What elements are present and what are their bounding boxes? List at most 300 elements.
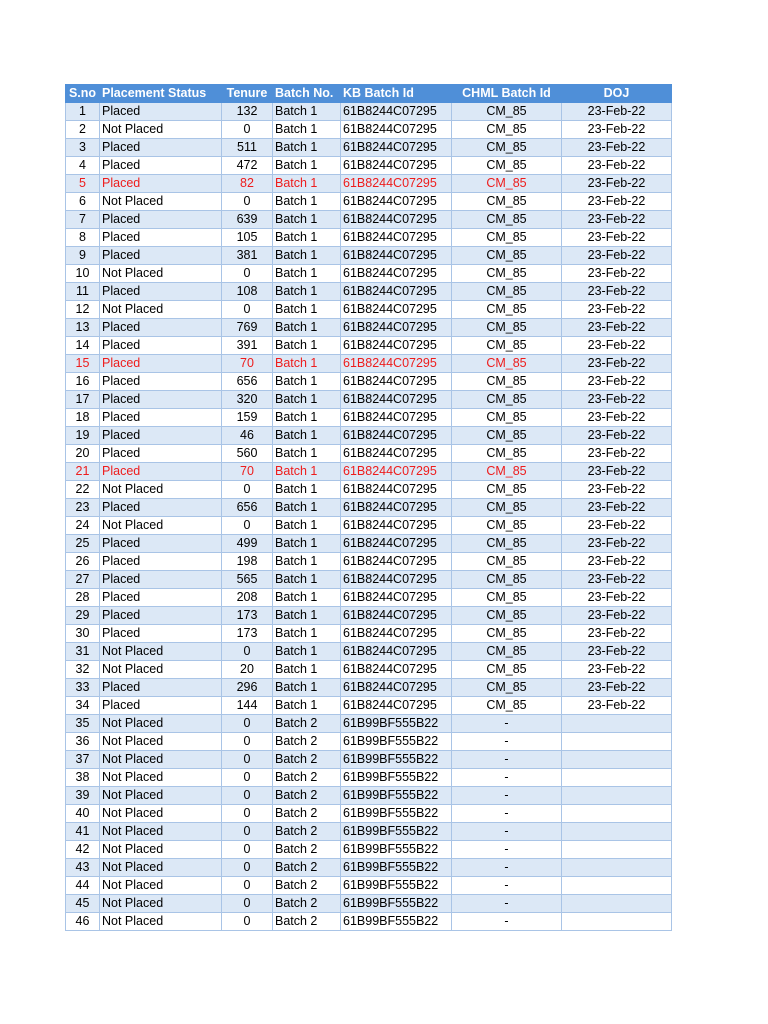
cell-kb-batch-id[interactable]: 61B8244C07295 — [341, 499, 452, 517]
cell-tenure[interactable]: 511 — [222, 139, 273, 157]
cell-chml-batch-id[interactable]: CM_85 — [452, 517, 562, 535]
cell-doj[interactable]: 23-Feb-22 — [562, 481, 672, 499]
cell-sno[interactable]: 20 — [66, 445, 100, 463]
cell-placement-status[interactable]: Placed — [100, 229, 222, 247]
cell-batch-no[interactable]: Batch 2 — [273, 769, 341, 787]
cell-kb-batch-id[interactable]: 61B8244C07295 — [341, 697, 452, 715]
cell-chml-batch-id[interactable]: CM_85 — [452, 283, 562, 301]
cell-placement-status[interactable]: Not Placed — [100, 643, 222, 661]
cell-tenure[interactable]: 0 — [222, 121, 273, 139]
cell-chml-batch-id[interactable]: CM_85 — [452, 661, 562, 679]
cell-tenure[interactable]: 0 — [222, 787, 273, 805]
cell-sno[interactable]: 39 — [66, 787, 100, 805]
cell-sno[interactable]: 17 — [66, 391, 100, 409]
cell-chml-batch-id[interactable]: - — [452, 769, 562, 787]
cell-tenure[interactable]: 0 — [222, 481, 273, 499]
cell-batch-no[interactable]: Batch 1 — [273, 229, 341, 247]
cell-placement-status[interactable]: Not Placed — [100, 769, 222, 787]
cell-chml-batch-id[interactable]: - — [452, 823, 562, 841]
cell-placement-status[interactable]: Not Placed — [100, 895, 222, 913]
cell-batch-no[interactable]: Batch 2 — [273, 841, 341, 859]
cell-placement-status[interactable]: Not Placed — [100, 481, 222, 499]
cell-batch-no[interactable]: Batch 2 — [273, 913, 341, 931]
cell-sno[interactable]: 28 — [66, 589, 100, 607]
cell-sno[interactable]: 21 — [66, 463, 100, 481]
cell-sno[interactable]: 26 — [66, 553, 100, 571]
cell-placement-status[interactable]: Not Placed — [100, 193, 222, 211]
cell-chml-batch-id[interactable]: CM_85 — [452, 535, 562, 553]
cell-chml-batch-id[interactable]: CM_85 — [452, 445, 562, 463]
cell-placement-status[interactable]: Placed — [100, 355, 222, 373]
cell-batch-no[interactable]: Batch 1 — [273, 175, 341, 193]
cell-batch-no[interactable]: Batch 1 — [273, 301, 341, 319]
cell-placement-status[interactable]: Placed — [100, 625, 222, 643]
cell-placement-status[interactable]: Placed — [100, 391, 222, 409]
cell-batch-no[interactable]: Batch 1 — [273, 463, 341, 481]
cell-doj[interactable]: 23-Feb-22 — [562, 211, 672, 229]
cell-sno[interactable]: 25 — [66, 535, 100, 553]
cell-doj[interactable]: 23-Feb-22 — [562, 319, 672, 337]
cell-batch-no[interactable]: Batch 1 — [273, 193, 341, 211]
cell-tenure[interactable]: 0 — [222, 823, 273, 841]
cell-doj[interactable]: 23-Feb-22 — [562, 517, 672, 535]
cell-doj[interactable]: 23-Feb-22 — [562, 355, 672, 373]
cell-tenure[interactable]: 0 — [222, 193, 273, 211]
cell-sno[interactable]: 14 — [66, 337, 100, 355]
cell-doj[interactable] — [562, 877, 672, 895]
cell-kb-batch-id[interactable]: 61B99BF555B22 — [341, 823, 452, 841]
cell-kb-batch-id[interactable]: 61B99BF555B22 — [341, 913, 452, 931]
cell-tenure[interactable]: 144 — [222, 697, 273, 715]
cell-sno[interactable]: 2 — [66, 121, 100, 139]
cell-chml-batch-id[interactable]: - — [452, 841, 562, 859]
cell-kb-batch-id[interactable]: 61B8244C07295 — [341, 571, 452, 589]
cell-kb-batch-id[interactable]: 61B8244C07295 — [341, 409, 452, 427]
cell-placement-status[interactable]: Not Placed — [100, 877, 222, 895]
cell-placement-status[interactable]: Not Placed — [100, 301, 222, 319]
cell-kb-batch-id[interactable]: 61B99BF555B22 — [341, 877, 452, 895]
cell-placement-status[interactable]: Placed — [100, 679, 222, 697]
cell-batch-no[interactable]: Batch 2 — [273, 787, 341, 805]
cell-placement-status[interactable]: Placed — [100, 589, 222, 607]
cell-tenure[interactable]: 0 — [222, 751, 273, 769]
cell-sno[interactable]: 18 — [66, 409, 100, 427]
cell-chml-batch-id[interactable]: - — [452, 913, 562, 931]
cell-placement-status[interactable]: Not Placed — [100, 823, 222, 841]
cell-placement-status[interactable]: Placed — [100, 247, 222, 265]
cell-placement-status[interactable]: Not Placed — [100, 841, 222, 859]
cell-kb-batch-id[interactable]: 61B8244C07295 — [341, 679, 452, 697]
cell-kb-batch-id[interactable]: 61B8244C07295 — [341, 661, 452, 679]
cell-placement-status[interactable]: Not Placed — [100, 661, 222, 679]
cell-kb-batch-id[interactable]: 61B99BF555B22 — [341, 733, 452, 751]
cell-kb-batch-id[interactable]: 61B8244C07295 — [341, 481, 452, 499]
cell-kb-batch-id[interactable]: 61B8244C07295 — [341, 247, 452, 265]
cell-batch-no[interactable]: Batch 1 — [273, 121, 341, 139]
cell-placement-status[interactable]: Not Placed — [100, 715, 222, 733]
cell-kb-batch-id[interactable]: 61B8244C07295 — [341, 445, 452, 463]
cell-doj[interactable]: 23-Feb-22 — [562, 337, 672, 355]
cell-sno[interactable]: 12 — [66, 301, 100, 319]
cell-tenure[interactable]: 320 — [222, 391, 273, 409]
cell-doj[interactable] — [562, 805, 672, 823]
cell-kb-batch-id[interactable]: 61B8244C07295 — [341, 193, 452, 211]
cell-kb-batch-id[interactable]: 61B99BF555B22 — [341, 787, 452, 805]
cell-tenure[interactable]: 560 — [222, 445, 273, 463]
cell-placement-status[interactable]: Not Placed — [100, 805, 222, 823]
cell-tenure[interactable]: 82 — [222, 175, 273, 193]
cell-kb-batch-id[interactable]: 61B8244C07295 — [341, 175, 452, 193]
cell-chml-batch-id[interactable]: CM_85 — [452, 229, 562, 247]
cell-tenure[interactable]: 0 — [222, 805, 273, 823]
cell-batch-no[interactable]: Batch 1 — [273, 283, 341, 301]
cell-placement-status[interactable]: Placed — [100, 697, 222, 715]
cell-batch-no[interactable]: Batch 1 — [273, 571, 341, 589]
cell-sno[interactable]: 31 — [66, 643, 100, 661]
cell-kb-batch-id[interactable]: 61B8244C07295 — [341, 355, 452, 373]
cell-chml-batch-id[interactable]: CM_85 — [452, 499, 562, 517]
cell-placement-status[interactable]: Placed — [100, 607, 222, 625]
cell-doj[interactable]: 23-Feb-22 — [562, 661, 672, 679]
cell-chml-batch-id[interactable]: CM_85 — [452, 697, 562, 715]
cell-doj[interactable]: 23-Feb-22 — [562, 247, 672, 265]
cell-sno[interactable]: 3 — [66, 139, 100, 157]
cell-sno[interactable]: 43 — [66, 859, 100, 877]
cell-sno[interactable]: 38 — [66, 769, 100, 787]
cell-doj[interactable] — [562, 787, 672, 805]
cell-batch-no[interactable]: Batch 1 — [273, 679, 341, 697]
cell-sno[interactable]: 29 — [66, 607, 100, 625]
cell-chml-batch-id[interactable]: CM_85 — [452, 139, 562, 157]
cell-placement-status[interactable]: Not Placed — [100, 913, 222, 931]
cell-placement-status[interactable]: Placed — [100, 283, 222, 301]
cell-tenure[interactable]: 105 — [222, 229, 273, 247]
cell-tenure[interactable]: 70 — [222, 463, 273, 481]
cell-batch-no[interactable]: Batch 1 — [273, 103, 341, 121]
cell-placement-status[interactable]: Not Placed — [100, 265, 222, 283]
cell-placement-status[interactable]: Placed — [100, 427, 222, 445]
cell-sno[interactable]: 16 — [66, 373, 100, 391]
cell-kb-batch-id[interactable]: 61B8244C07295 — [341, 283, 452, 301]
cell-chml-batch-id[interactable]: - — [452, 895, 562, 913]
cell-placement-status[interactable]: Placed — [100, 139, 222, 157]
cell-tenure[interactable]: 0 — [222, 517, 273, 535]
cell-chml-batch-id[interactable]: CM_85 — [452, 337, 562, 355]
col-header-placement-status[interactable]: Placement Status — [100, 85, 222, 103]
cell-batch-no[interactable]: Batch 2 — [273, 823, 341, 841]
cell-kb-batch-id[interactable]: 61B8244C07295 — [341, 517, 452, 535]
cell-kb-batch-id[interactable]: 61B8244C07295 — [341, 337, 452, 355]
cell-sno[interactable]: 11 — [66, 283, 100, 301]
cell-chml-batch-id[interactable]: CM_85 — [452, 247, 562, 265]
cell-chml-batch-id[interactable]: - — [452, 751, 562, 769]
cell-sno[interactable]: 5 — [66, 175, 100, 193]
cell-batch-no[interactable]: Batch 1 — [273, 157, 341, 175]
cell-chml-batch-id[interactable]: CM_85 — [452, 265, 562, 283]
cell-tenure[interactable]: 0 — [222, 841, 273, 859]
cell-sno[interactable]: 24 — [66, 517, 100, 535]
cell-tenure[interactable]: 769 — [222, 319, 273, 337]
cell-chml-batch-id[interactable]: CM_85 — [452, 427, 562, 445]
cell-doj[interactable]: 23-Feb-22 — [562, 571, 672, 589]
cell-kb-batch-id[interactable]: 61B8244C07295 — [341, 463, 452, 481]
cell-doj[interactable]: 23-Feb-22 — [562, 175, 672, 193]
cell-sno[interactable]: 32 — [66, 661, 100, 679]
cell-placement-status[interactable]: Placed — [100, 103, 222, 121]
cell-batch-no[interactable]: Batch 1 — [273, 265, 341, 283]
cell-doj[interactable]: 23-Feb-22 — [562, 103, 672, 121]
cell-sno[interactable]: 36 — [66, 733, 100, 751]
cell-tenure[interactable]: 0 — [222, 715, 273, 733]
cell-kb-batch-id[interactable]: 61B8244C07295 — [341, 427, 452, 445]
cell-placement-status[interactable]: Placed — [100, 499, 222, 517]
cell-chml-batch-id[interactable]: CM_85 — [452, 391, 562, 409]
cell-kb-batch-id[interactable]: 61B8244C07295 — [341, 625, 452, 643]
cell-batch-no[interactable]: Batch 1 — [273, 445, 341, 463]
cell-placement-status[interactable]: Placed — [100, 319, 222, 337]
cell-tenure[interactable]: 132 — [222, 103, 273, 121]
cell-sno[interactable]: 10 — [66, 265, 100, 283]
cell-tenure[interactable]: 0 — [222, 769, 273, 787]
cell-batch-no[interactable]: Batch 1 — [273, 211, 341, 229]
cell-doj[interactable]: 23-Feb-22 — [562, 499, 672, 517]
cell-chml-batch-id[interactable]: CM_85 — [452, 625, 562, 643]
cell-sno[interactable]: 1 — [66, 103, 100, 121]
cell-tenure[interactable]: 639 — [222, 211, 273, 229]
cell-doj[interactable]: 23-Feb-22 — [562, 589, 672, 607]
cell-doj[interactable] — [562, 895, 672, 913]
cell-kb-batch-id[interactable]: 61B8244C07295 — [341, 157, 452, 175]
cell-chml-batch-id[interactable]: CM_85 — [452, 409, 562, 427]
cell-chml-batch-id[interactable]: CM_85 — [452, 157, 562, 175]
cell-kb-batch-id[interactable]: 61B8244C07295 — [341, 589, 452, 607]
cell-kb-batch-id[interactable]: 61B8244C07295 — [341, 391, 452, 409]
cell-tenure[interactable]: 0 — [222, 733, 273, 751]
cell-doj[interactable]: 23-Feb-22 — [562, 445, 672, 463]
cell-doj[interactable]: 23-Feb-22 — [562, 625, 672, 643]
cell-sno[interactable]: 22 — [66, 481, 100, 499]
cell-batch-no[interactable]: Batch 1 — [273, 337, 341, 355]
cell-doj[interactable] — [562, 823, 672, 841]
cell-sno[interactable]: 23 — [66, 499, 100, 517]
cell-doj[interactable]: 23-Feb-22 — [562, 679, 672, 697]
cell-kb-batch-id[interactable]: 61B8244C07295 — [341, 211, 452, 229]
cell-doj[interactable]: 23-Feb-22 — [562, 463, 672, 481]
cell-doj[interactable] — [562, 841, 672, 859]
cell-doj[interactable]: 23-Feb-22 — [562, 373, 672, 391]
cell-batch-no[interactable]: Batch 1 — [273, 139, 341, 157]
cell-tenure[interactable]: 0 — [222, 265, 273, 283]
cell-batch-no[interactable]: Batch 1 — [273, 409, 341, 427]
cell-kb-batch-id[interactable]: 61B8244C07295 — [341, 121, 452, 139]
cell-doj[interactable]: 23-Feb-22 — [562, 697, 672, 715]
cell-chml-batch-id[interactable]: CM_85 — [452, 103, 562, 121]
cell-sno[interactable]: 35 — [66, 715, 100, 733]
cell-tenure[interactable]: 391 — [222, 337, 273, 355]
cell-chml-batch-id[interactable]: CM_85 — [452, 319, 562, 337]
cell-doj[interactable]: 23-Feb-22 — [562, 157, 672, 175]
cell-tenure[interactable]: 173 — [222, 625, 273, 643]
cell-batch-no[interactable]: Batch 2 — [273, 805, 341, 823]
cell-sno[interactable]: 37 — [66, 751, 100, 769]
cell-doj[interactable]: 23-Feb-22 — [562, 607, 672, 625]
cell-kb-batch-id[interactable]: 61B8244C07295 — [341, 553, 452, 571]
cell-batch-no[interactable]: Batch 1 — [273, 589, 341, 607]
cell-tenure[interactable]: 381 — [222, 247, 273, 265]
cell-doj[interactable]: 23-Feb-22 — [562, 229, 672, 247]
cell-sno[interactable]: 6 — [66, 193, 100, 211]
cell-tenure[interactable]: 296 — [222, 679, 273, 697]
cell-kb-batch-id[interactable]: 61B99BF555B22 — [341, 841, 452, 859]
cell-batch-no[interactable]: Batch 1 — [273, 391, 341, 409]
cell-doj[interactable] — [562, 733, 672, 751]
cell-kb-batch-id[interactable]: 61B99BF555B22 — [341, 895, 452, 913]
cell-sno[interactable]: 40 — [66, 805, 100, 823]
cell-tenure[interactable]: 0 — [222, 643, 273, 661]
cell-doj[interactable]: 23-Feb-22 — [562, 427, 672, 445]
cell-sno[interactable]: 27 — [66, 571, 100, 589]
cell-kb-batch-id[interactable]: 61B8244C07295 — [341, 103, 452, 121]
cell-chml-batch-id[interactable]: - — [452, 877, 562, 895]
cell-tenure[interactable]: 46 — [222, 427, 273, 445]
cell-sno[interactable]: 9 — [66, 247, 100, 265]
cell-placement-status[interactable]: Not Placed — [100, 733, 222, 751]
cell-kb-batch-id[interactable]: 61B8244C07295 — [341, 265, 452, 283]
cell-placement-status[interactable]: Not Placed — [100, 787, 222, 805]
cell-kb-batch-id[interactable]: 61B8244C07295 — [341, 643, 452, 661]
cell-doj[interactable]: 23-Feb-22 — [562, 409, 672, 427]
cell-doj[interactable]: 23-Feb-22 — [562, 301, 672, 319]
cell-chml-batch-id[interactable]: CM_85 — [452, 373, 562, 391]
cell-tenure[interactable]: 0 — [222, 301, 273, 319]
cell-kb-batch-id[interactable]: 61B8244C07295 — [341, 535, 452, 553]
cell-batch-no[interactable]: Batch 1 — [273, 553, 341, 571]
cell-doj[interactable]: 23-Feb-22 — [562, 265, 672, 283]
cell-placement-status[interactable]: Placed — [100, 463, 222, 481]
cell-sno[interactable]: 42 — [66, 841, 100, 859]
cell-kb-batch-id[interactable]: 61B8244C07295 — [341, 301, 452, 319]
cell-kb-batch-id[interactable]: 61B8244C07295 — [341, 139, 452, 157]
cell-sno[interactable]: 19 — [66, 427, 100, 445]
cell-sno[interactable]: 8 — [66, 229, 100, 247]
cell-kb-batch-id[interactable]: 61B99BF555B22 — [341, 859, 452, 877]
cell-batch-no[interactable]: Batch 1 — [273, 643, 341, 661]
cell-placement-status[interactable]: Not Placed — [100, 517, 222, 535]
cell-tenure[interactable]: 0 — [222, 859, 273, 877]
cell-placement-status[interactable]: Placed — [100, 373, 222, 391]
cell-tenure[interactable]: 472 — [222, 157, 273, 175]
cell-sno[interactable]: 15 — [66, 355, 100, 373]
cell-kb-batch-id[interactable]: 61B99BF555B22 — [341, 715, 452, 733]
cell-chml-batch-id[interactable]: - — [452, 715, 562, 733]
cell-placement-status[interactable]: Placed — [100, 445, 222, 463]
cell-chml-batch-id[interactable]: CM_85 — [452, 679, 562, 697]
cell-placement-status[interactable]: Placed — [100, 175, 222, 193]
cell-batch-no[interactable]: Batch 1 — [273, 499, 341, 517]
cell-placement-status[interactable]: Placed — [100, 409, 222, 427]
cell-placement-status[interactable]: Placed — [100, 571, 222, 589]
cell-doj[interactable] — [562, 769, 672, 787]
cell-chml-batch-id[interactable]: CM_85 — [452, 481, 562, 499]
cell-tenure[interactable]: 70 — [222, 355, 273, 373]
cell-chml-batch-id[interactable]: CM_85 — [452, 589, 562, 607]
cell-batch-no[interactable]: Batch 2 — [273, 715, 341, 733]
cell-chml-batch-id[interactable]: - — [452, 733, 562, 751]
cell-batch-no[interactable]: Batch 1 — [273, 247, 341, 265]
cell-chml-batch-id[interactable]: CM_85 — [452, 301, 562, 319]
cell-chml-batch-id[interactable]: - — [452, 805, 562, 823]
cell-tenure[interactable]: 0 — [222, 913, 273, 931]
cell-placement-status[interactable]: Not Placed — [100, 121, 222, 139]
cell-batch-no[interactable]: Batch 2 — [273, 859, 341, 877]
cell-batch-no[interactable]: Batch 1 — [273, 373, 341, 391]
cell-chml-batch-id[interactable]: CM_85 — [452, 463, 562, 481]
cell-tenure[interactable]: 208 — [222, 589, 273, 607]
col-header-tenure[interactable]: Tenure — [222, 85, 273, 103]
cell-chml-batch-id[interactable]: CM_85 — [452, 355, 562, 373]
cell-sno[interactable]: 4 — [66, 157, 100, 175]
cell-tenure[interactable]: 0 — [222, 877, 273, 895]
col-header-chml-batch-id[interactable]: CHML Batch Id — [452, 85, 562, 103]
cell-placement-status[interactable]: Placed — [100, 157, 222, 175]
cell-chml-batch-id[interactable]: - — [452, 787, 562, 805]
cell-doj[interactable]: 23-Feb-22 — [562, 391, 672, 409]
cell-chml-batch-id[interactable]: CM_85 — [452, 571, 562, 589]
cell-sno[interactable]: 41 — [66, 823, 100, 841]
cell-placement-status[interactable]: Placed — [100, 337, 222, 355]
cell-chml-batch-id[interactable]: CM_85 — [452, 193, 562, 211]
cell-batch-no[interactable]: Batch 2 — [273, 877, 341, 895]
cell-placement-status[interactable]: Placed — [100, 553, 222, 571]
cell-batch-no[interactable]: Batch 1 — [273, 427, 341, 445]
cell-chml-batch-id[interactable]: CM_85 — [452, 211, 562, 229]
cell-doj[interactable]: 23-Feb-22 — [562, 139, 672, 157]
cell-sno[interactable]: 45 — [66, 895, 100, 913]
cell-batch-no[interactable]: Batch 1 — [273, 535, 341, 553]
cell-chml-batch-id[interactable]: CM_85 — [452, 643, 562, 661]
cell-placement-status[interactable]: Placed — [100, 535, 222, 553]
cell-tenure[interactable]: 499 — [222, 535, 273, 553]
cell-doj[interactable]: 23-Feb-22 — [562, 193, 672, 211]
cell-sno[interactable]: 34 — [66, 697, 100, 715]
col-header-batch-no[interactable]: Batch No. — [273, 85, 341, 103]
cell-tenure[interactable]: 108 — [222, 283, 273, 301]
cell-chml-batch-id[interactable]: CM_85 — [452, 607, 562, 625]
cell-kb-batch-id[interactable]: 61B8244C07295 — [341, 373, 452, 391]
cell-tenure[interactable]: 159 — [222, 409, 273, 427]
cell-sno[interactable]: 46 — [66, 913, 100, 931]
col-header-kb-batch-id[interactable]: KB Batch Id — [341, 85, 452, 103]
cell-kb-batch-id[interactable]: 61B99BF555B22 — [341, 805, 452, 823]
cell-batch-no[interactable]: Batch 1 — [273, 607, 341, 625]
cell-placement-status[interactable]: Placed — [100, 211, 222, 229]
cell-tenure[interactable]: 20 — [222, 661, 273, 679]
cell-doj[interactable] — [562, 859, 672, 877]
cell-tenure[interactable]: 565 — [222, 571, 273, 589]
cell-chml-batch-id[interactable]: CM_85 — [452, 553, 562, 571]
cell-kb-batch-id[interactable]: 61B99BF555B22 — [341, 769, 452, 787]
cell-batch-no[interactable]: Batch 1 — [273, 319, 341, 337]
col-header-doj[interactable]: DOJ — [562, 85, 672, 103]
cell-kb-batch-id[interactable]: 61B8244C07295 — [341, 229, 452, 247]
cell-sno[interactable]: 30 — [66, 625, 100, 643]
cell-doj[interactable]: 23-Feb-22 — [562, 121, 672, 139]
cell-chml-batch-id[interactable]: CM_85 — [452, 175, 562, 193]
cell-doj[interactable]: 23-Feb-22 — [562, 553, 672, 571]
cell-batch-no[interactable]: Batch 1 — [273, 355, 341, 373]
cell-batch-no[interactable]: Batch 1 — [273, 481, 341, 499]
cell-chml-batch-id[interactable]: CM_85 — [452, 121, 562, 139]
